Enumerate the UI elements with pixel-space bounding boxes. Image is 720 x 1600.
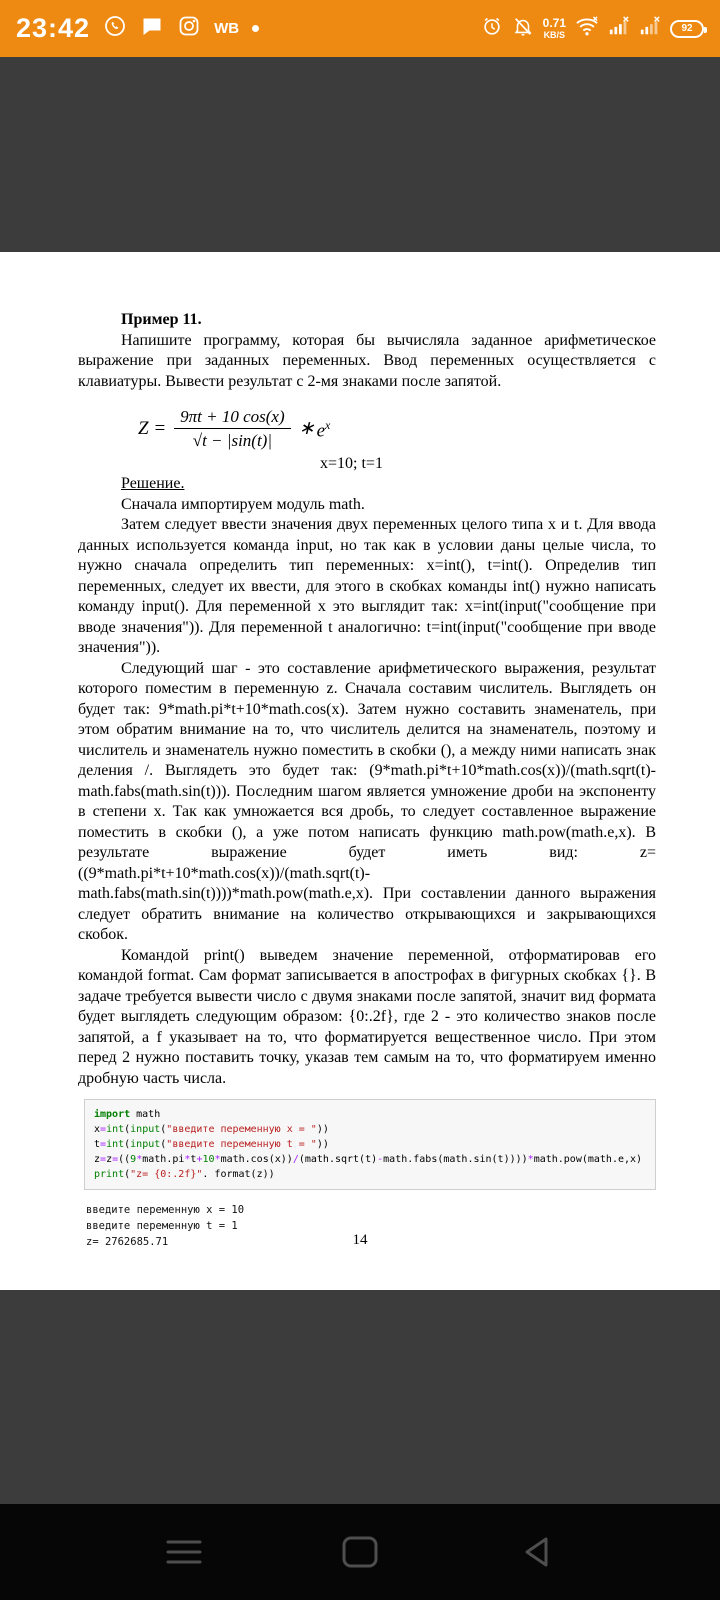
signal-sim2-off-icon bbox=[639, 15, 661, 42]
code-line: import math bbox=[94, 1109, 161, 1120]
formula-lhs: Z = bbox=[138, 417, 167, 439]
intro-paragraph: Напишите программу, которая бы вычисляла заданное арифметическое выражение при заданных переменных. Ввод переменных осуществляется с клавиатуры. Вывести результат с 2-мя знаками после запятой. bbox=[78, 331, 656, 390]
formula-denominator: √t − |sin(t)| bbox=[192, 431, 273, 451]
formula-exponential: $e^x$ bbox=[316, 418, 331, 442]
status-bar bbox=[0, 0, 720, 57]
document-page[interactable] bbox=[0, 252, 720, 1290]
battery-icon bbox=[670, 20, 704, 38]
network-speed-unit: KB/S bbox=[543, 30, 566, 40]
wifi-off-icon bbox=[575, 15, 599, 42]
alarm-icon bbox=[481, 15, 503, 42]
code-block bbox=[84, 1099, 656, 1190]
code-line: t=int(input("введите переменную t = ")) bbox=[94, 1139, 329, 1150]
solution-paragraph-3: Следующий шаг - это составление арифметического выражения, результат которого поместим в переменную z. Сначала составим числитель. Выглядеть он будет так: 9*math.pi*t+10*math.cos(x). Затем нужно составить знаменатель, при этом обратим внимание на то, что числитель делится на знаменатель, поэтому и числитель и знаменатель нужно поместить в скобки (), а между ними написать знак деления /. Выглядеть это будет так: (9*math.pi*t+10*math.cos(x))/(math.sqrt(t)-math.fabs(math.sin(t))). Последним шагом является умножение дроби на экспоненту в степени x. Так как умножается вся дробь, то следует составленное выражение поместить в скобки (), а уже потом написать функцию math.pow(math.e,x). В результате выражение будет иметь вид: z=((9*math.pi*t+10*math.cos(x))/(math.sqrt(t)-math.fabs(math.sin(t))))*math.pow(math.e,x). При составлении данного выражения следует обратить внимание на количество открывающихся и закрывающихся скобок. bbox=[78, 659, 656, 943]
solution-paragraph-1: Сначала импортируем модуль math. bbox=[121, 495, 365, 513]
output-line: введите переменную x = 10 bbox=[86, 1204, 245, 1216]
notifications-off-icon bbox=[512, 15, 534, 42]
network-speed-indicator bbox=[543, 17, 566, 40]
page-number: 14 bbox=[352, 1232, 368, 1248]
code-line: z=z=((9*math.pi*t+10*math.cos(x))/(math.sqrt(t)-math.fabs(math.sin(t))))*math.pow(math.e,x) bbox=[94, 1154, 643, 1165]
formula-conditions: x=10; t=1 bbox=[320, 454, 383, 472]
home-button[interactable] bbox=[336, 1528, 384, 1576]
formula-fraction bbox=[174, 406, 291, 452]
instagram-icon bbox=[177, 14, 201, 43]
solution-paragraph-4: Командой print() выведем значение переменной, отформатировав его командой format. Сам формат записывается в апострофах в фигурных скобках {}. В задаче требуется вывести число с двумя знаками после запятой, значит вид формата будет выглядеть следующим образом: {0:.2f}, где 2 - это количество знаков после запятой, а f указывает на то, что форматируется вещественное число. При этом перед 2 нужно поставить точку, указав тем самым на то, что форматируем именно дробную часть числа. bbox=[78, 946, 656, 1087]
solution-heading: Решение. bbox=[121, 475, 185, 492]
code-line: x=int(input("введите переменную x = ")) bbox=[94, 1124, 329, 1135]
android-nav-bar bbox=[0, 1504, 720, 1600]
menu-button[interactable] bbox=[160, 1528, 208, 1576]
whatsapp-icon bbox=[103, 14, 127, 43]
document-viewer[interactable] bbox=[0, 57, 720, 1504]
code-line: print("z= {0:.2f}". format(z)) bbox=[94, 1169, 275, 1180]
signal-sim1-off-icon bbox=[608, 15, 630, 42]
message-icon bbox=[140, 14, 164, 43]
formula-multiplier: ∗ bbox=[298, 417, 315, 439]
output-line: z= 2762685.71 bbox=[86, 1236, 169, 1248]
example-title: Пример 11. bbox=[121, 311, 202, 328]
output-line: введите переменную t = 1 bbox=[86, 1220, 238, 1232]
notification-dot-icon bbox=[252, 25, 259, 32]
clock-time: 23:42 bbox=[16, 13, 91, 43]
solution-paragraph-2: Затем следует ввести значения двух переменных целого типа x и t. Для ввода данных используется команда input, но так как в условии даны целые числа, то нужно сначала определить тип переменных: x=int(), t=int(). Определив тип переменных, следует их ввести, для этого в скобках команды int() нужно написать команду input(). Для переменной x это выглядит так: x=int(input("сообщение при вводе значения")). Для переменной t аналогично: t=int(input("сообщение при вводе значения")). bbox=[78, 516, 656, 656]
formula-numerator: 9πt + 10 cos(x) bbox=[174, 406, 291, 429]
network-speed-value: 0.71 bbox=[542, 16, 566, 30]
back-button[interactable] bbox=[512, 1528, 560, 1576]
notification-text-wb: WB bbox=[214, 20, 240, 37]
formula bbox=[138, 406, 656, 452]
battery-percent: 92 bbox=[681, 22, 693, 34]
